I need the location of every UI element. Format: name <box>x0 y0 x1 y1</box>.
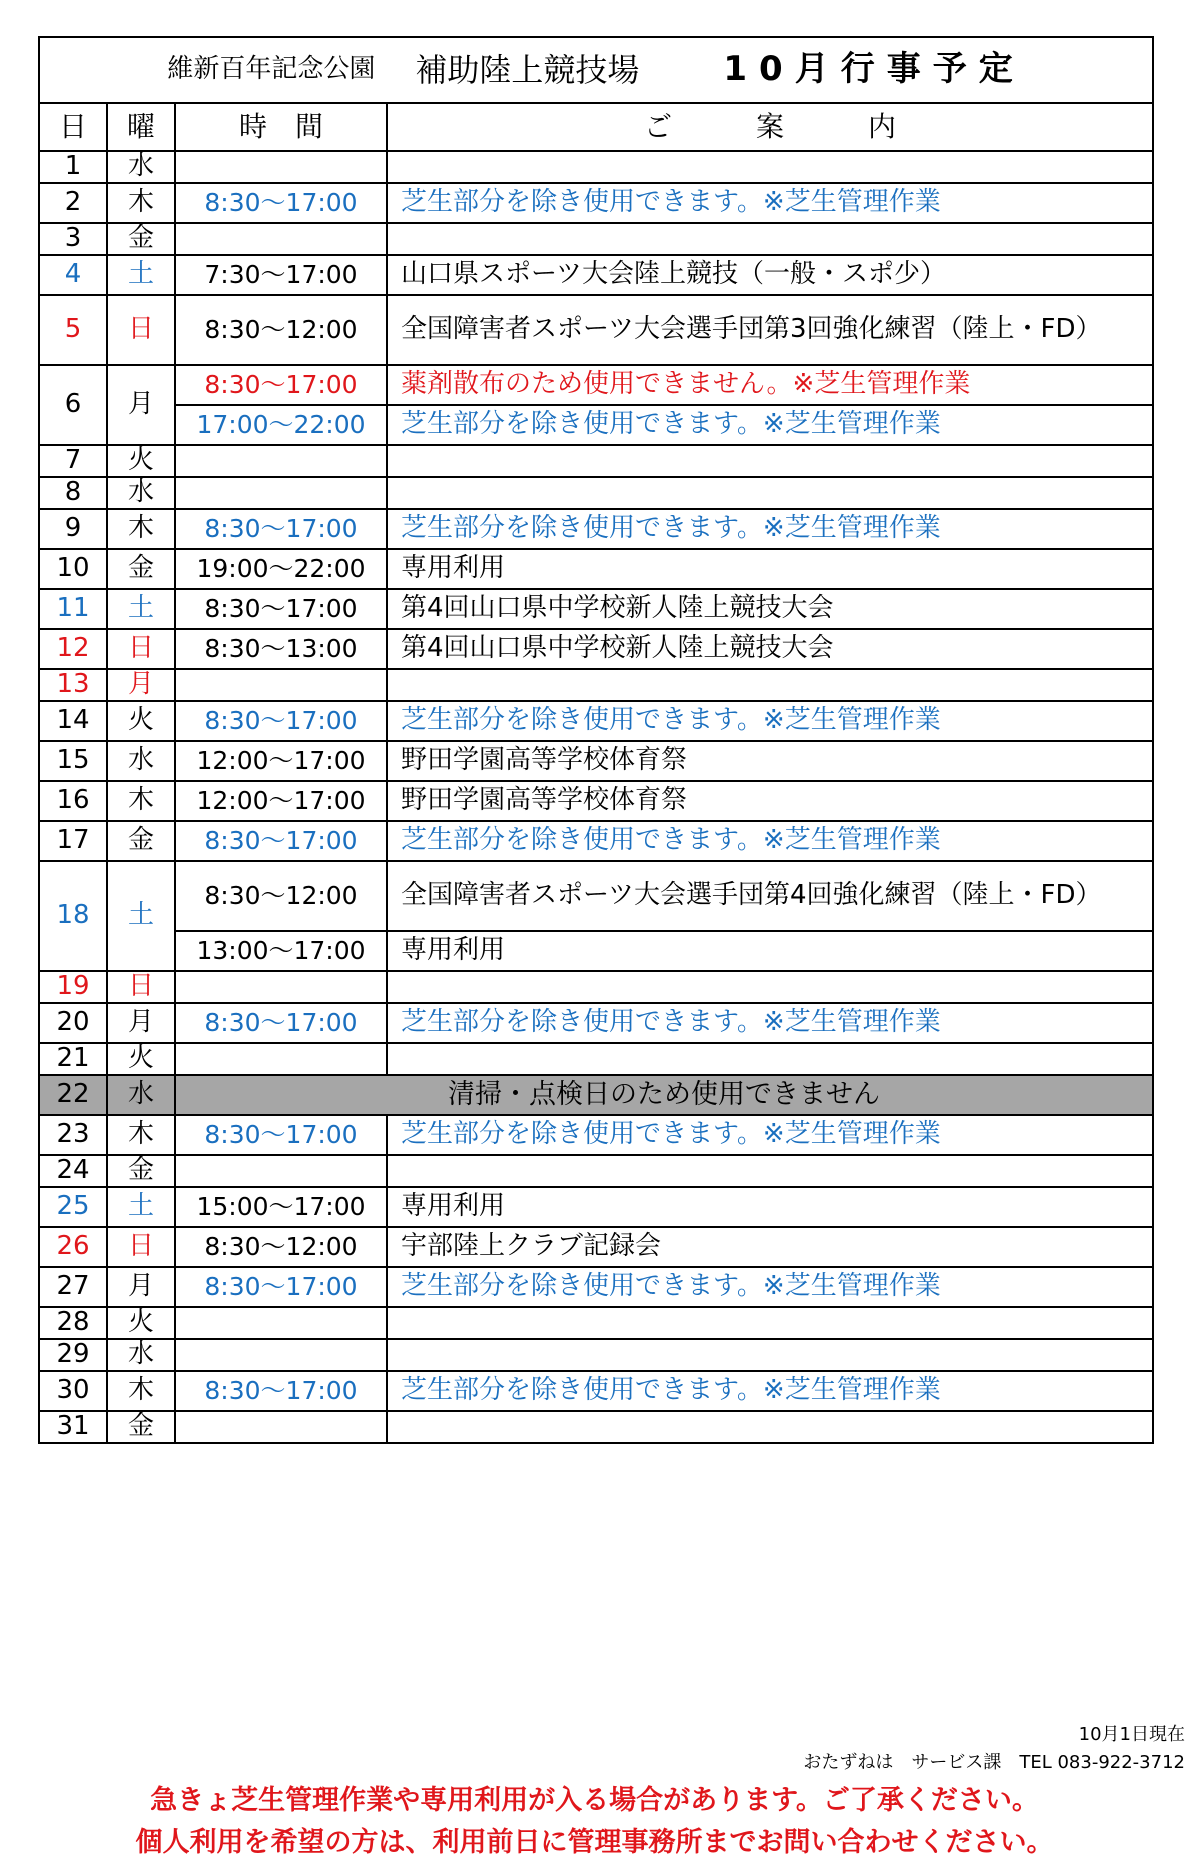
table-row <box>39 445 1153 477</box>
venue-name: 補助陸上競技場 <box>415 50 640 89</box>
weekday: 金 <box>107 223 175 255</box>
weekday: 火 <box>107 701 175 741</box>
time-slot <box>175 1043 387 1075</box>
day-number: 13 <box>39 669 107 701</box>
event-description: 芝生部分を除き使用できます。※芝生管理作業 <box>387 701 1153 741</box>
weekday: 土 <box>107 589 175 629</box>
table-row <box>39 1411 1153 1443</box>
table-row <box>39 861 1153 931</box>
event-description <box>387 477 1153 509</box>
table-row <box>39 629 1153 669</box>
event-description: 第4回山口県中学校新人陸上競技大会 <box>387 629 1153 669</box>
weekday: 木 <box>107 1371 175 1411</box>
event-description <box>387 669 1153 701</box>
table-row <box>39 549 1153 589</box>
event-description <box>387 1339 1153 1371</box>
day-number: 18 <box>39 861 107 971</box>
time-slot <box>175 971 387 1003</box>
day-number: 30 <box>39 1371 107 1411</box>
table-row <box>39 295 1153 365</box>
time-slot <box>175 1307 387 1339</box>
schedule-sheet <box>38 36 1152 1444</box>
header-row <box>39 103 1153 151</box>
event-description <box>387 151 1153 183</box>
table-row <box>39 1267 1153 1307</box>
weekday: 木 <box>107 509 175 549</box>
day-number: 28 <box>39 1307 107 1339</box>
event-description: 薬剤散布のため使用できません。※芝生管理作業 <box>387 365 1153 405</box>
day-number: 12 <box>39 629 107 669</box>
table-row <box>39 223 1153 255</box>
time-slot: 8:30～17:00 <box>175 1003 387 1043</box>
weekday: 月 <box>107 1267 175 1307</box>
time-slot: 7:30～17:00 <box>175 255 387 295</box>
event-description: 芝生部分を除き使用できます。※芝生管理作業 <box>387 1371 1153 1411</box>
event-description <box>387 445 1153 477</box>
table-row <box>39 1115 1153 1155</box>
event-description: 全国障害者スポーツ大会選手団第4回強化練習（陸上・FD） <box>387 861 1153 931</box>
table-row <box>39 1307 1153 1339</box>
table-row <box>39 821 1153 861</box>
weekday: 日 <box>107 295 175 365</box>
header-desc: ご 案 内 <box>387 103 1153 151</box>
table-row <box>39 1043 1153 1075</box>
table-row <box>39 1371 1153 1411</box>
day-number: 5 <box>39 295 107 365</box>
time-slot: 8:30～17:00 <box>175 1115 387 1155</box>
time-slot: 12:00～17:00 <box>175 741 387 781</box>
time-slot <box>175 1339 387 1371</box>
day-number: 6 <box>39 365 107 445</box>
time-slot: 19:00～22:00 <box>175 549 387 589</box>
table-row <box>39 669 1153 701</box>
notice-line-1: 急きょ芝生管理作業や専用利用が入る場合があります。ご了承ください。 <box>150 1785 1039 1816</box>
day-number: 31 <box>39 1411 107 1443</box>
weekday: 水 <box>107 151 175 183</box>
weekday: 水 <box>107 1075 175 1115</box>
event-description: 宇部陸上クラブ記録会 <box>387 1227 1153 1267</box>
table-row <box>39 255 1153 295</box>
table-row <box>39 931 1153 971</box>
event-description: 専用利用 <box>387 931 1153 971</box>
day-number: 16 <box>39 781 107 821</box>
event-description <box>387 1155 1153 1187</box>
time-slot: 8:30～12:00 <box>175 861 387 931</box>
time-slot: 13:00～17:00 <box>175 931 387 971</box>
day-number: 25 <box>39 1187 107 1227</box>
table-row <box>39 781 1153 821</box>
time-slot <box>175 1155 387 1187</box>
day-number: 8 <box>39 477 107 509</box>
day-number: 22 <box>39 1075 107 1115</box>
time-slot <box>175 477 387 509</box>
table-row <box>39 405 1153 445</box>
weekday: 金 <box>107 1155 175 1187</box>
as-of-date: 10月1日現在 <box>1078 1724 1185 1745</box>
weekday: 月 <box>107 669 175 701</box>
event-description: 芝生部分を除き使用できます。※芝生管理作業 <box>387 405 1153 445</box>
park-name: 維新百年記念公園 <box>167 54 376 85</box>
day-number: 24 <box>39 1155 107 1187</box>
header-time: 時 間 <box>175 103 387 151</box>
day-number: 11 <box>39 589 107 629</box>
time-slot: 15:00～17:00 <box>175 1187 387 1227</box>
event-description: 野田学園高等学校体育祭 <box>387 781 1153 821</box>
day-number: 20 <box>39 1003 107 1043</box>
event-description <box>387 1411 1153 1443</box>
time-slot: 8:30～12:00 <box>175 1227 387 1267</box>
event-description: 芝生部分を除き使用できます。※芝生管理作業 <box>387 1267 1153 1307</box>
time-slot: 8:30～17:00 <box>175 365 387 405</box>
weekday: 月 <box>107 1003 175 1043</box>
weekday: 木 <box>107 183 175 223</box>
weekday: 土 <box>107 255 175 295</box>
time-slot: 8:30～13:00 <box>175 629 387 669</box>
day-number: 2 <box>39 183 107 223</box>
header-weekday: 曜 <box>107 103 175 151</box>
weekday: 火 <box>107 1307 175 1339</box>
title-row <box>39 37 1153 103</box>
day-number: 1 <box>39 151 107 183</box>
time-slot: 8:30～17:00 <box>175 701 387 741</box>
event-description: 全国障害者スポーツ大会選手団第3回強化練習（陸上・FD） <box>387 295 1153 365</box>
table-row <box>39 1155 1153 1187</box>
day-number: 10 <box>39 549 107 589</box>
table-row <box>39 509 1153 549</box>
table-row <box>39 1075 1153 1115</box>
event-description: 山口県スポーツ大会陸上競技（一般・スポ少） <box>387 255 1153 295</box>
event-description <box>387 971 1153 1003</box>
time-slot: 8:30～17:00 <box>175 821 387 861</box>
table-row <box>39 589 1153 629</box>
day-number: 27 <box>39 1267 107 1307</box>
table-row <box>39 741 1153 781</box>
time-slot <box>175 445 387 477</box>
weekday: 木 <box>107 781 175 821</box>
event-description: 芝生部分を除き使用できます。※芝生管理作業 <box>387 1003 1153 1043</box>
event-description <box>387 1307 1153 1339</box>
closed-notice: 清掃・点検日のため使用できません <box>175 1075 1153 1115</box>
weekday: 水 <box>107 1339 175 1371</box>
event-description: 第4回山口県中学校新人陸上競技大会 <box>387 589 1153 629</box>
weekday: 金 <box>107 549 175 589</box>
day-number: 7 <box>39 445 107 477</box>
event-description: 野田学園高等学校体育祭 <box>387 741 1153 781</box>
event-description: 芝生部分を除き使用できます。※芝生管理作業 <box>387 821 1153 861</box>
page-title: 10月行事予定 <box>723 49 1025 90</box>
day-number: 23 <box>39 1115 107 1155</box>
contact-info: おたずねは サービス課 TEL 083-922-3712 <box>803 1752 1185 1773</box>
weekday: 日 <box>107 971 175 1003</box>
time-slot: 8:30～17:00 <box>175 183 387 223</box>
event-description: 芝生部分を除き使用できます。※芝生管理作業 <box>387 1115 1153 1155</box>
time-slot: 8:30～17:00 <box>175 509 387 549</box>
schedule-table <box>38 36 1154 1444</box>
weekday: 日 <box>107 629 175 669</box>
time-slot: 8:30～17:00 <box>175 589 387 629</box>
time-slot: 12:00～17:00 <box>175 781 387 821</box>
event-description: 専用利用 <box>387 1187 1153 1227</box>
weekday: 火 <box>107 445 175 477</box>
day-number: 19 <box>39 971 107 1003</box>
event-description <box>387 1043 1153 1075</box>
time-slot <box>175 151 387 183</box>
weekday: 土 <box>107 861 175 971</box>
table-row <box>39 1187 1153 1227</box>
event-description <box>387 223 1153 255</box>
time-slot: 8:30～17:00 <box>175 1371 387 1411</box>
weekday: 金 <box>107 1411 175 1443</box>
header-day: 日 <box>39 103 107 151</box>
day-number: 17 <box>39 821 107 861</box>
weekday: 水 <box>107 741 175 781</box>
event-description: 専用利用 <box>387 549 1153 589</box>
time-slot <box>175 669 387 701</box>
day-number: 29 <box>39 1339 107 1371</box>
weekday: 金 <box>107 821 175 861</box>
day-number: 26 <box>39 1227 107 1267</box>
time-slot <box>175 1411 387 1443</box>
table-row <box>39 151 1153 183</box>
weekday: 土 <box>107 1187 175 1227</box>
table-row <box>39 183 1153 223</box>
notice-line-2: 個人利用を希望の方は、利用前日に管理事務所までお問い合わせください。 <box>135 1827 1054 1858</box>
weekday: 木 <box>107 1115 175 1155</box>
day-number: 4 <box>39 255 107 295</box>
table-row <box>39 971 1153 1003</box>
table-row <box>39 477 1153 509</box>
weekday: 日 <box>107 1227 175 1267</box>
day-number: 14 <box>39 701 107 741</box>
day-number: 3 <box>39 223 107 255</box>
table-row <box>39 1227 1153 1267</box>
time-slot: 8:30～12:00 <box>175 295 387 365</box>
day-number: 9 <box>39 509 107 549</box>
time-slot: 17:00～22:00 <box>175 405 387 445</box>
day-number: 15 <box>39 741 107 781</box>
time-slot <box>175 223 387 255</box>
table-row <box>39 701 1153 741</box>
event-description: 芝生部分を除き使用できます。※芝生管理作業 <box>387 509 1153 549</box>
table-row <box>39 1339 1153 1371</box>
weekday: 水 <box>107 477 175 509</box>
weekday: 火 <box>107 1043 175 1075</box>
weekday: 月 <box>107 365 175 445</box>
table-row <box>39 1003 1153 1043</box>
time-slot: 8:30～17:00 <box>175 1267 387 1307</box>
event-description: 芝生部分を除き使用できます。※芝生管理作業 <box>387 183 1153 223</box>
day-number: 21 <box>39 1043 107 1075</box>
table-row <box>39 365 1153 405</box>
